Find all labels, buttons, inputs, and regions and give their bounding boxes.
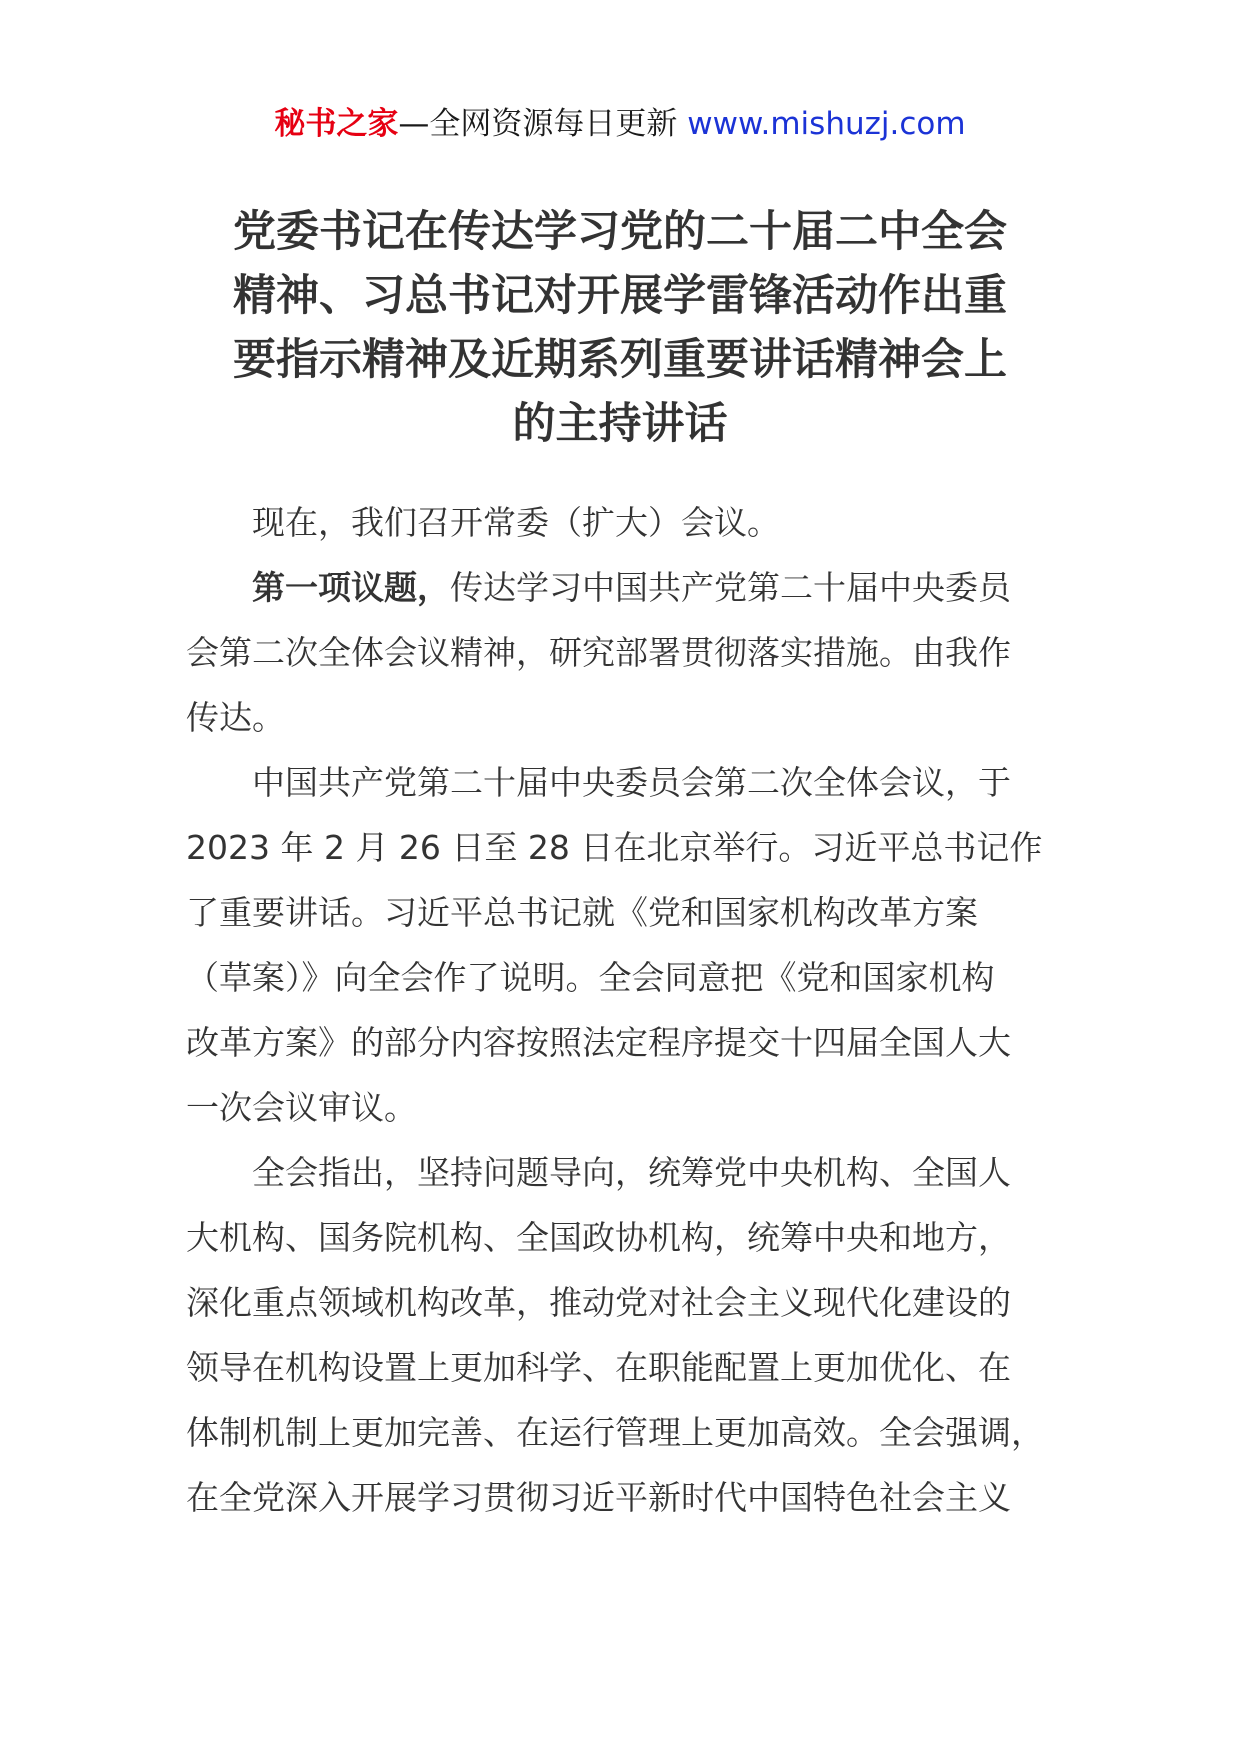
- paragraph-line: [186, 555, 1066, 620]
- site-brand: 秘书之家: [274, 106, 399, 142]
- title-line: 的主持讲话: [512, 399, 728, 449]
- paragraph-line: （草案）》向全会作了说明。全会同意把《党和国家机构: [186, 958, 995, 997]
- document-body: [186, 490, 1066, 1530]
- paragraph-line: 改革方案》的部分内容按照法定程序提交十四届全国人大: [186, 1023, 1011, 1062]
- site-url-link[interactable]: www.mishuzj.com: [687, 106, 966, 142]
- site-slogan: —全网资源每日更新: [398, 106, 678, 142]
- paragraph-line: 2023 年 2 月 26 日至 28 日在北京举行。习近平总书记作: [186, 828, 1043, 867]
- paragraph-line: 全会指出，坚持问题导向，统筹党中央机构、全国人: [252, 1153, 1011, 1192]
- paragraph-line: 现在，我们召开常委（扩大）会议。: [252, 503, 780, 542]
- paragraph-text: 传达学习中国共产党第二十届中央委员: [450, 568, 1011, 607]
- paragraph-opening: [186, 490, 1066, 555]
- paragraph-line: 一次会议审议。: [186, 1088, 417, 1127]
- agenda-item-label: 第一项议题，: [252, 568, 450, 607]
- paragraph-line: 会第二次全体会议精神，研究部署贯彻落实措施。由我作: [186, 633, 1011, 672]
- title-line: 党委书记在传达学习党的二十届二中全会: [233, 207, 1007, 257]
- title-line: 要指示精神及近期系列重要讲话精神会上: [233, 335, 1007, 385]
- paragraph-line: 传达。: [186, 698, 285, 737]
- paragraph-line: 中国共产党第二十届中央委员会第二次全体会议，于: [252, 763, 1011, 802]
- paragraph-line: 在全党深入开展学习贯彻习近平新时代中国特色社会主义: [186, 1478, 1011, 1517]
- paragraph-line: 体制机制上更加完善、在运行管理上更加高效。全会强调，: [186, 1413, 1044, 1452]
- document-title: [200, 200, 1040, 456]
- title-line: 精神、习总书记对开展学雷锋活动作出重: [233, 271, 1007, 321]
- paragraph-line: 领导在机构设置上更加科学、在职能配置上更加优化、在: [186, 1348, 1011, 1387]
- paragraph-line: 了重要讲话。习近平总书记就《党和国家机构改革方案: [186, 893, 978, 932]
- paragraph-line: 深化重点领域机构改革，推动党对社会主义现代化建设的: [186, 1283, 1011, 1322]
- paragraph-plenary-points: [186, 1140, 1066, 1530]
- paragraph-agenda-item-1: [186, 555, 1066, 750]
- paragraph-line: 大机构、国务院机构、全国政协机构，统筹中央和地方，: [186, 1218, 1011, 1257]
- site-banner: [0, 104, 1240, 144]
- paragraph-plenary-session: [186, 750, 1066, 1140]
